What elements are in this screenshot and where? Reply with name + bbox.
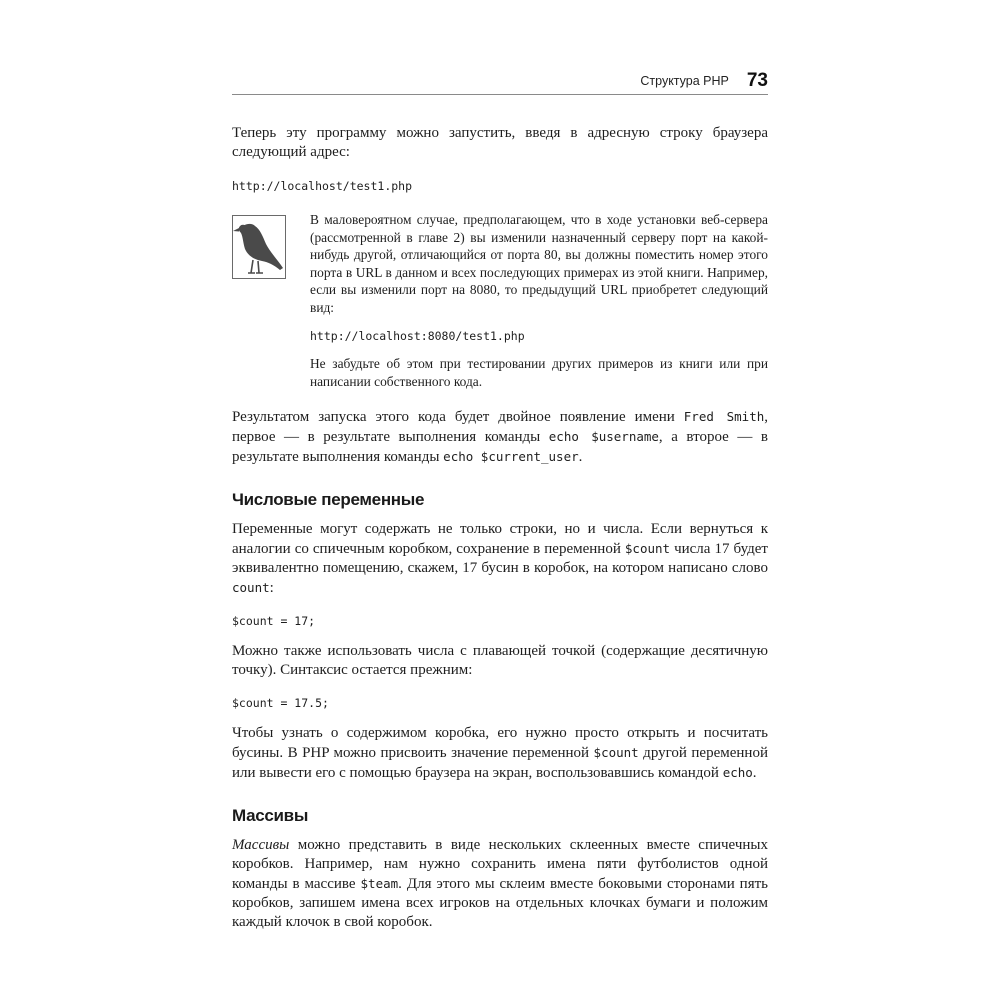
section-heading-arrays: Массивы xyxy=(232,806,309,825)
inline-code: $team xyxy=(360,876,399,891)
section-heading-numeric-variables: Числовые переменные xyxy=(232,490,425,509)
page-number: 73 xyxy=(746,70,768,91)
inline-code: $count xyxy=(624,541,671,556)
page-body xyxy=(232,124,768,932)
result-paragraph: Результатом запуска этого кода будет двойное появление имени Fred Smith, первое — в результате выполнения команды echo $username, а второе — в результате выполнения команды echo $current_user. xyxy=(232,409,768,465)
code-count-float: $count = 17.5; xyxy=(232,696,329,710)
inline-code: $count xyxy=(593,745,639,760)
code-count-int: $count = 17; xyxy=(232,614,316,628)
running-header xyxy=(232,68,768,95)
note-text: В маловероятном случае, предполагающем, что в ходе установки веб-сервера (рассмотренной в главе 2) вы изменили назначенный серверу порт на какой-нибудь другой, отличающийся от порта 80, вы должны поместить номер этого порта в URL в данном и всех последующих примерах из этой книги. Например, если вы изменили порт на 8080, то предыдущий URL приобретет следующий вид: xyxy=(310,212,768,315)
note-code-url: http://localhost:8080/test1.php xyxy=(310,329,525,343)
emphasis-term: Массивы xyxy=(232,837,290,853)
code-url-example: http://localhost/test1.php xyxy=(232,179,413,193)
note-content xyxy=(310,211,768,390)
inline-code: count xyxy=(232,580,270,595)
inline-code: Fred Smith xyxy=(683,409,765,424)
note-block xyxy=(232,211,768,390)
numeric-vars-paragraph: Переменные могут содержать не только строки, но и числа. Если вернуться к аналогии со спичечным коробком, сохранение в переменной $count числа 17 будет эквивалентно помещению, скажем, 17 бусин в коробок, на котором написано слово count: xyxy=(232,521,768,596)
intro-paragraph: Теперь эту программу можно запустить, введя в адресную строку браузера следующий адрес: xyxy=(232,125,768,160)
inline-code: echo $username xyxy=(548,429,659,444)
inline-code: echo $current_user xyxy=(443,449,579,464)
box-contents-paragraph: Чтобы узнать о содержимом коробка, его нужно просто открыть и посчитать бусины. В PHP можно присвоить значение переменной $count другой переменной или вывести его с помощью браузера на экран, воспользовавшись командой echo. xyxy=(232,725,768,781)
inline-code: echo xyxy=(722,765,753,780)
arrays-paragraph: Массивы можно представить в виде нескольких склеенных вместе спичечных коробков. Например, нам нужно сохранить имена пяти футболистов одной команды в массиве $team. Для этого мы склеим вместе боковыми сторонами пять коробков, запишем имена всех игроков на отдельных клочках бумаги и положим каждый клочок в свой коробок. xyxy=(232,837,768,930)
running-title: Структура PHP xyxy=(640,74,729,88)
float-paragraph: Можно также использовать числа с плавающей точкой (содержащие десятичную точку). Синтаксис остается прежним: xyxy=(232,643,768,678)
note-reminder: Не забудьте об этом при тестировании других примеров из книги или при написании собственного кода. xyxy=(310,356,768,389)
crow-icon xyxy=(232,215,286,279)
